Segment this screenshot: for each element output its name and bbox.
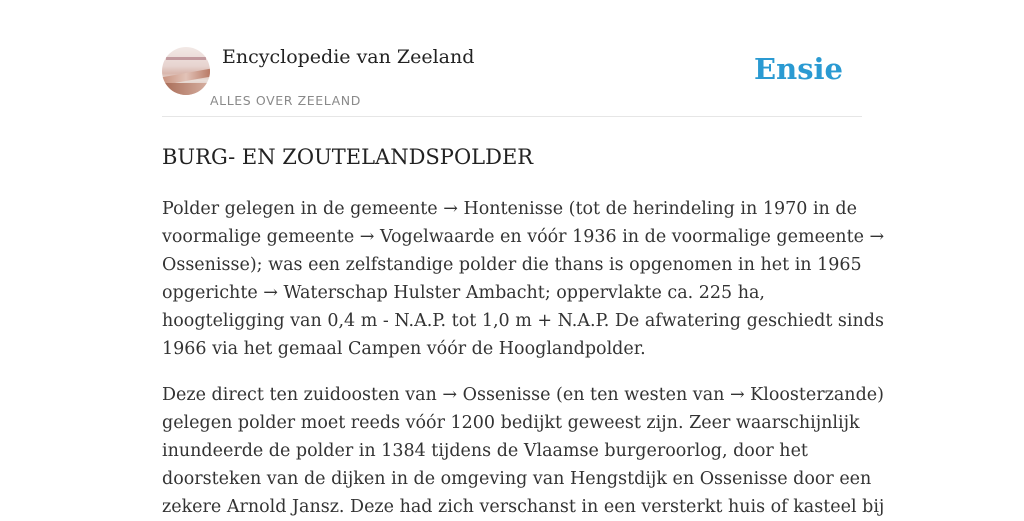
paragraph-line: hoogteligging van 0,4 m - N.A.P. tot 1,0 m + N.A.P. De afwatering geschiedt sinds <box>162 311 884 331</box>
paragraph-line: Ossenisse); was een zelfstandige polder die thans is opgenomen in het in 1965 <box>162 255 862 275</box>
site-subtitle: ALLES OVER ZEELAND <box>210 93 361 108</box>
article-paragraph <box>162 381 885 521</box>
site-avatar[interactable] <box>162 47 210 95</box>
paragraph-line: voormalige gemeente → Vogelwaarde en vóór 1936 in de voormalige gemeente → <box>162 227 885 247</box>
paragraph-line: Deze direct ten zuidoosten van → Ossenisse (en ten westen van → Kloosterzande) <box>162 385 884 405</box>
site-header <box>162 0 862 117</box>
avatar-detail <box>162 83 210 95</box>
paragraph-line: gelegen polder moet reeds vóór 1200 bedijkt geweest zijn. Zeer waarschijnlijk <box>162 413 860 433</box>
paragraph-line: doorsteken van de dijken in de omgeving van Hengstdijk en Ossenisse door een <box>162 469 872 489</box>
page <box>162 0 885 521</box>
paragraph-line: zekere Arnold Jansz. Deze had zich verschanst in een versterkt huis of kasteel bij <box>162 497 885 517</box>
article-title: BURG- EN ZOUTELANDSPOLDER <box>162 145 534 169</box>
brand-logo-link[interactable]: Ensie <box>754 52 843 86</box>
avatar-detail <box>166 57 206 60</box>
paragraph-line: Polder gelegen in de gemeente → Hontenisse (tot de herindeling in 1970 in de <box>162 199 857 219</box>
paragraph-line: opgerichte → Waterschap Hulster Ambacht; oppervlakte ca. 225 ha, <box>162 283 765 303</box>
paragraph-line: 1966 via het gemaal Campen vóór de Hooglandpolder. <box>162 339 646 359</box>
article-paragraph <box>162 195 885 363</box>
site-title[interactable]: Encyclopedie van Zeeland <box>222 46 475 68</box>
paragraph-line: inundeerde de polder in 1384 tijdens de Vlaamse burgeroorlog, door het <box>162 441 808 461</box>
